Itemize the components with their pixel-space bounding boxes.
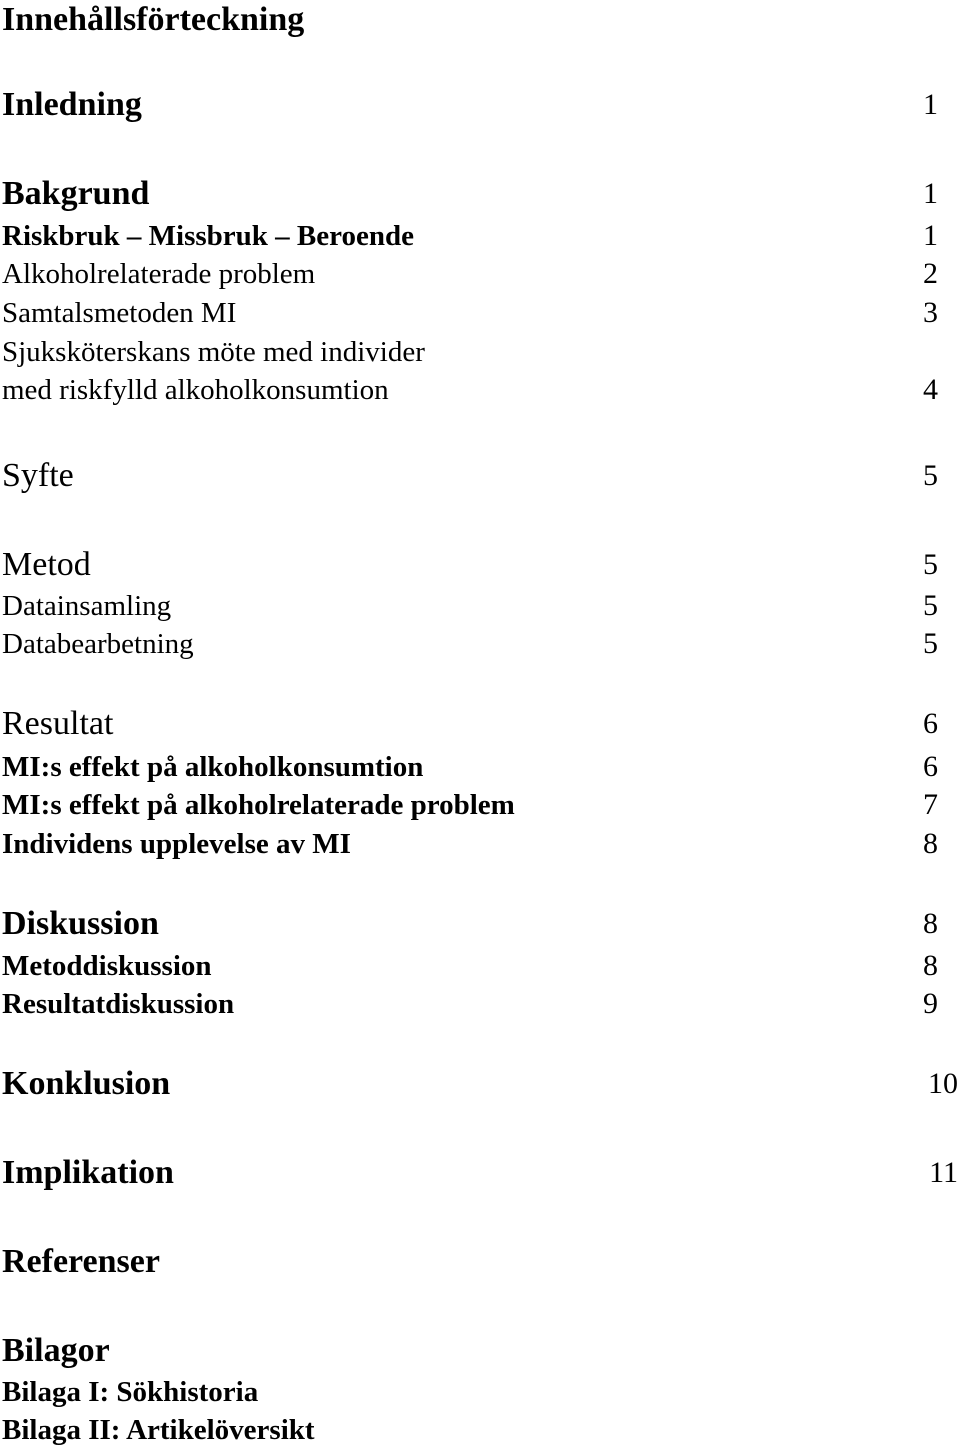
toc-entry-label: Implikation (2, 1154, 174, 1191)
toc-entry-resultatdiskussion (0, 986, 960, 1022)
toc-entry-label: Bilaga II: Artikelöversikt (2, 1414, 315, 1446)
toc-entry-label: Databearbetning (2, 628, 194, 660)
toc-entry-label: Bakgrund (2, 175, 150, 212)
toc-entry-page: 9 (923, 987, 938, 1020)
toc-entry-page: 8 (923, 949, 938, 982)
toc-entry-page: 2 (923, 257, 938, 290)
toc-entry-bilaga-1 (0, 1374, 960, 1410)
toc-entry-label: Syfte (2, 457, 74, 494)
toc-entry-label: Riskbruk – Missbruk – Beroende (2, 220, 414, 252)
toc-entry-riskbruk (0, 218, 960, 254)
toc-entry-page: 7 (923, 788, 938, 821)
toc-entry-page: 10 (928, 1067, 958, 1100)
toc-entry-label: med riskfylld alkoholkonsumtion (2, 374, 389, 406)
toc-entry-implikation (0, 1153, 960, 1193)
toc-entry-databearbetning (0, 626, 960, 662)
toc-entry-konklusion (0, 1064, 960, 1104)
toc-entry-page: 3 (923, 296, 938, 329)
toc-entry-label: Sjuksköterskans möte med individer (2, 336, 425, 368)
toc-entry-metoddiskussion (0, 948, 960, 984)
toc-entry-inledning (0, 85, 960, 125)
toc-entry-page: 8 (923, 827, 938, 860)
toc-entry-label: Referenser (2, 1243, 160, 1280)
toc-entry-bilaga-2 (0, 1412, 960, 1448)
toc-entry-mi-effekt-alkoholkonsumtion (0, 749, 960, 785)
toc-entry-page: 5 (923, 627, 938, 660)
toc-entry-page: 5 (923, 548, 938, 581)
toc-entry-label: MI:s effekt på alkoholkonsumtion (2, 751, 424, 783)
toc-entry-label: Resultat (2, 705, 114, 742)
toc-entry-label: Alkoholrelaterade problem (2, 258, 316, 290)
toc-entry-label: Samtalsmetoden MI (2, 297, 237, 329)
toc-entry-page: 6 (923, 707, 938, 740)
toc-entry-samtalsmetoden-mi (0, 295, 960, 331)
toc-entry-label: MI:s effekt på alkoholrelaterade problem (2, 789, 515, 821)
toc-entry-label: Diskussion (2, 905, 159, 942)
toc-entry-datainsamling (0, 588, 960, 624)
toc-entry-page: 8 (923, 907, 938, 940)
toc-entry-label: Resultatdiskussion (2, 988, 235, 1020)
toc-entry-diskussion (0, 904, 960, 944)
toc-entry-page: 11 (929, 1156, 958, 1189)
toc-entry-riskfylld-alkoholkonsumtion (0, 372, 960, 408)
toc-entry-page: 1 (923, 219, 938, 252)
toc-entry-page: 6 (923, 750, 938, 783)
toc-entry-label: Inledning (2, 86, 142, 123)
toc-title: Innehållsförteckning (2, 1, 305, 38)
toc-entry-sjukskoterskans-mote (0, 334, 960, 370)
toc-entry-page: 1 (923, 88, 938, 121)
toc-entry-label: Bilagor (2, 1332, 110, 1369)
toc-entry-page: 1 (923, 177, 938, 210)
toc-entry-syfte (0, 456, 960, 496)
toc-entry-label: Metoddiskussion (2, 950, 212, 982)
toc-entry-label: Individens upplevelse av MI (2, 828, 351, 860)
toc-entry-alkoholrelaterade-problem (0, 256, 960, 292)
toc-entry-bakgrund (0, 174, 960, 214)
toc-entry-bilagor (0, 1331, 960, 1371)
toc-entry-page: 4 (923, 373, 938, 406)
toc-entry-resultat (0, 704, 960, 744)
toc-entry-mi-effekt-problem (0, 787, 960, 823)
toc-entry-label: Bilaga I: Sökhistoria (2, 1376, 259, 1408)
toc-entry-metod (0, 545, 960, 585)
toc-entry-page: 5 (923, 589, 938, 622)
toc-entry-referenser (0, 1242, 960, 1282)
toc-entry-label: Datainsamling (2, 590, 172, 622)
toc-entry-individens-upplevelse (0, 826, 960, 862)
toc-entry-label: Konklusion (2, 1065, 171, 1102)
toc-entry-page: 5 (923, 459, 938, 492)
toc-entry-label: Metod (2, 546, 91, 583)
